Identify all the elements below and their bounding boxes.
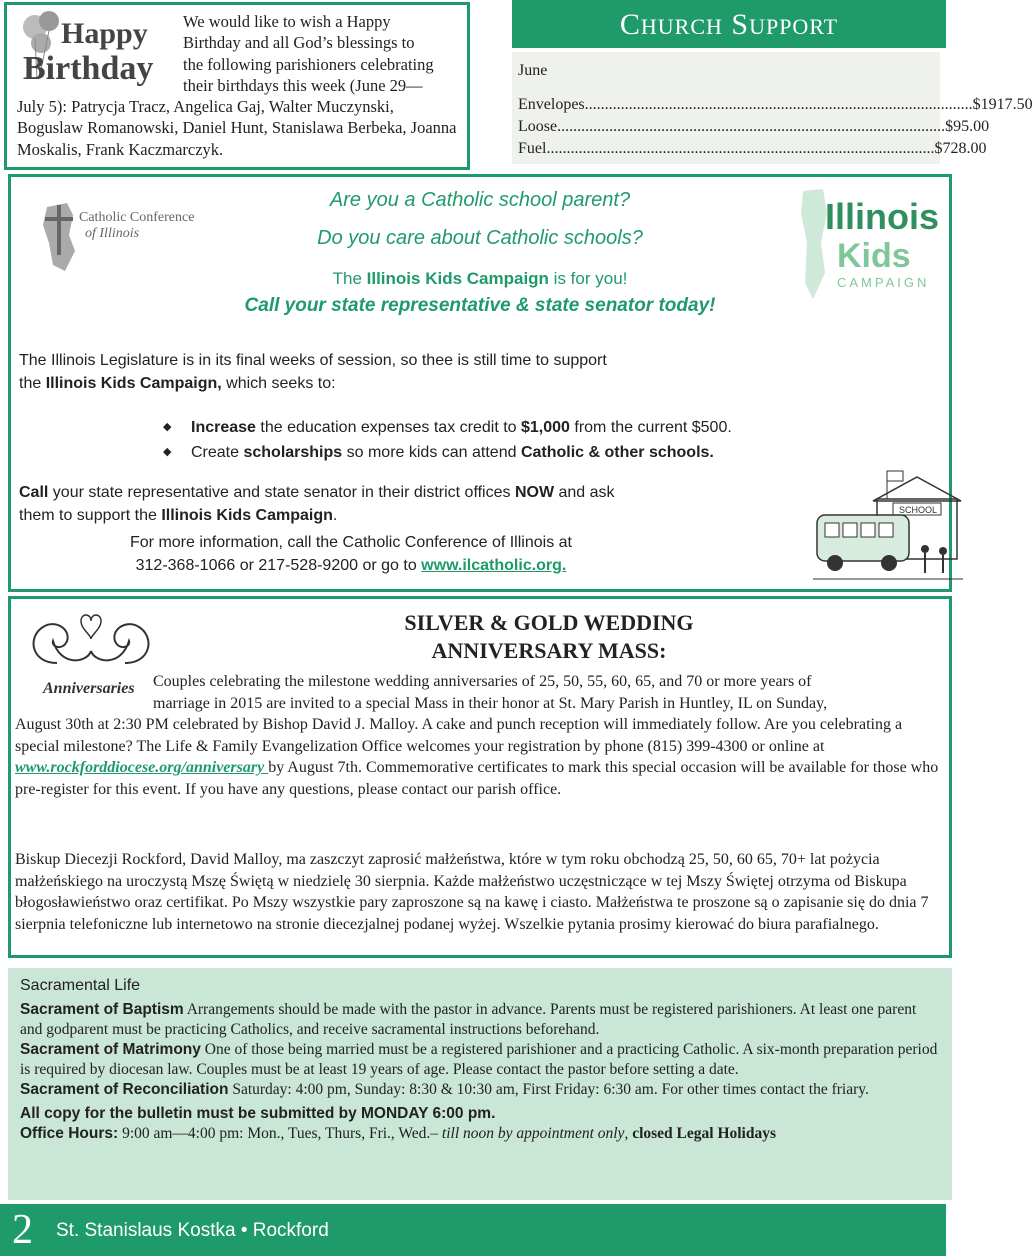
- page-footer: [0, 1204, 946, 1256]
- birthday-line-1: We would like to wish a Happy: [183, 12, 391, 31]
- bulletin-deadline: All copy for the bulletin must be submitted by MONDAY 6:00 pm.: [20, 1105, 496, 1122]
- birthday-box: [4, 2, 470, 170]
- support-row: Fuel ................................................................................................. $728.00: [518, 140, 987, 157]
- question-1: Are you a Catholic school parent?: [329, 189, 631, 211]
- church-support-title: CHURCH SUPPORT: [512, 0, 946, 48]
- anniversary-registration-link[interactable]: www.rockforddiocese.org/anniversary: [15, 759, 269, 776]
- anniversary-title: SILVER & GOLD WEDDING ANNIVERSARY MASS:: [404, 610, 694, 663]
- birthday-names: July 5): Patrycja Tracz, Angelica Gaj, Walter Muczynski, Boguslaw Romanowski, Daniel Hunt, Stanislawa Berbeka, Joanna Moskalis, Frank Kaczmarczyk.: [17, 97, 457, 159]
- logo-birthday-text: Birthday: [23, 50, 154, 87]
- support-month: June: [518, 62, 548, 79]
- birthday-line-2: Birthday and all God’s blessings to: [183, 33, 415, 53]
- campaign-line: The Illinois Kids Campaign is for you!: [332, 269, 628, 288]
- svg-text:SCHOOL: SCHOOL: [899, 505, 938, 515]
- page-number: 2: [12, 1207, 33, 1253]
- list-item: ◆ Create scholarships so more kids can attend Catholic & other schools.: [163, 440, 732, 465]
- sacramental-heading: Sacramental Life: [20, 977, 141, 994]
- svg-text:Catholic Conference: Catholic Conference: [79, 210, 195, 225]
- support-row: Envelopes ................................................................................................. $1917.50: [518, 96, 1033, 113]
- svg-text:Illinois: Illinois: [825, 196, 940, 237]
- question-2: Do you care about Catholic schools?: [317, 227, 643, 249]
- diamond-bullet-icon: ◆: [163, 446, 172, 458]
- church-support-panel: [512, 52, 1033, 164]
- svg-text:Anniversaries: Anniversaries: [43, 680, 135, 697]
- anniversary-english-text: Couples celebrating the milestone wedding anniversaries of 25, 50, 55, 60, 65, and 70 or more years of marriage in 2015 are invited to a special Mass in their honor at St. Mary Parish in Huntley, IL on Sunday, August 30th at 2:30 PM celebrated by Bishop David J. Malloy. A cake and punch reception will immediately follow. Are you celebrating a special milestone? The Life & Family Evangelization Office welcomes your registration by phone (815) 399-4300 or online at www.rockforddiocese.org/anniversary by August 7th. Commemorative certificates to mark this special occasion will be available for those who pre-register for this event. If you have any questions, please contact our parish office.: [15, 673, 939, 798]
- parish-name: St. Stanislaus Kostka • Rockford: [56, 1220, 329, 1241]
- anniversary-polish-text: Biskup Diecezji Rockford, David Malloy, ma zaszczyt zaprosić małżeństwa, które w tym roku obchodzą 25, 50, 60 65, 70+ lat pożycia małżeńskiego na uroczystą Mszę Świętą w niedzielę 30 sierpnia. Każde małżeństwo uczęstniczące w tej Mszy Świętej otrzyma od Biskupa błogosławieństwo oraz certifikat. Po Mszy wszystkie pary zaproszone są na kawę i ciasto. Małżeństwa te proszone są o zapisanie się do dnia 7 sierpnia telefoniczne lub internetowo na stronie diecezjalnej podanej wyżej. Wszelkie pytania prosimy kierować do biura parafialnego.: [15, 851, 929, 933]
- birthday-line-4: their birthdays this week (June 29—: [183, 75, 423, 95]
- birthday-line-3: the following parishioners celebrating: [183, 54, 434, 74]
- call-today-line: Call your state representative & state senator today!: [244, 295, 716, 316]
- legislature-paragraph: The Illinois Legislature is in its final weeks of session, so thee is still time to support the Illinois Kids Campaign, which seeks to:: [19, 352, 607, 392]
- logo-happy-text: Happy: [61, 17, 148, 50]
- baptism-info: Sacrament of Baptism Arrangements should be made with the pastor in advance. Parents must be registered parishioners. At least one parent and godparent must be practicing Catholics, and receive sacramental instructions beforehand.: [20, 1001, 917, 1038]
- school-bus-illustration: [813, 469, 963, 587]
- call-paragraph: Call your state representative and state senator in their district offices NOW and ask them to support the Illinois Kids Campaign.: [19, 484, 615, 524]
- sacramental-life-panel: [8, 968, 952, 1200]
- happy-birthday-logo: [17, 9, 177, 89]
- support-row: Loose ................................................................................................. $95.00: [518, 118, 990, 135]
- campaign-goals-list: [163, 415, 732, 465]
- svg-text:of Illinois: of Illinois: [85, 226, 140, 241]
- anniversary-mass-box: [8, 596, 952, 958]
- list-item: ◆ Increase the education expenses tax credit to $1,000 from the current $500.: [163, 415, 732, 440]
- svg-text:CAMPAIGN: CAMPAIGN: [837, 275, 930, 290]
- matrimony-info: Sacrament of Matrimony One of those being married must be a registered parishioner and a practicing Catholic. A six-month preparation period is required by diocesan law. Couples must be at least 19 years of age. Please contact the pastor before setting a date.: [20, 1041, 938, 1078]
- support-list: [518, 94, 1033, 160]
- reconciliation-info: Sacrament of Reconciliation Saturday: 4:00 pm, Sunday: 8:30 & 10:30 am, First Friday: 6:30 am. For other times contact the friary.: [20, 1081, 869, 1098]
- svg-text:Kids: Kids: [837, 237, 911, 275]
- ilcatholic-link[interactable]: www.ilcatholic.org.: [421, 557, 567, 574]
- catholic-school-box: [8, 174, 952, 592]
- office-hours: Office Hours: 9:00 am—4:00 pm: Mon., Tues, Thurs, Fri., Wed.– till noon by appointment only, closed Legal Holidays: [20, 1125, 777, 1142]
- diamond-bullet-icon: ◆: [163, 421, 172, 433]
- contact-paragraph: For more information, call the Catholic Conference of Illinois at 312-368-1066 or 217-528-9200 or go to www.ilcatholic.org.: [130, 534, 572, 574]
